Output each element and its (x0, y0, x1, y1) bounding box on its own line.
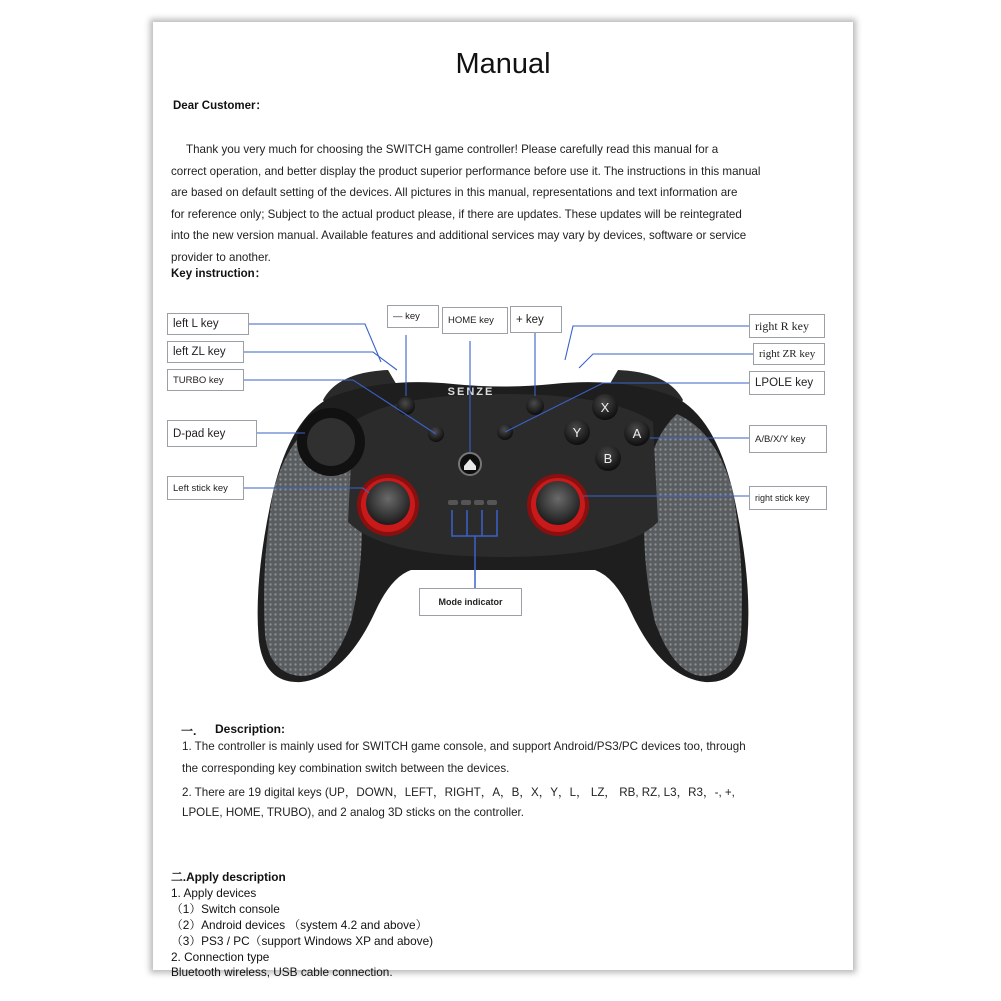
label-lpole-key: LPOLE key (749, 371, 825, 395)
apply-section (171, 870, 433, 981)
mode-led (474, 500, 484, 505)
label-abxy-key: A/B/X/Y key (749, 425, 827, 453)
apply-line: （3）PS3 / PC（support Windows XP and above) (171, 933, 434, 948)
apply-line: Bluetooth wireless, USB cable connection. (171, 965, 393, 980)
dpad (307, 418, 355, 466)
left-stick (366, 481, 410, 525)
intro-line: into the new version manual. Available features and additional services may vary by devices, software or service (171, 229, 747, 243)
intro-line: for reference only; Subject to the actual product please, if there are updates. These updates will be reintegrated (171, 207, 742, 221)
label-mode-indicator: Mode indicator (419, 588, 522, 616)
a-button-letter: A (632, 426, 642, 441)
manual-page (153, 22, 853, 980)
label-minus-key: — key (387, 305, 439, 328)
description-item-2: 2. There are 19 digital keys (UP，DOWN，LEFT，RIGHT，A，B，X，Y，L， LZ， RB, RZ, L3，R3，-, +, (182, 786, 735, 799)
label-left-l-key: left L key (167, 313, 249, 335)
description-heading: Description: (215, 722, 286, 736)
right-stick (536, 481, 580, 525)
apply-line: （1）Switch console (171, 901, 280, 916)
page-title: Manual (455, 48, 551, 80)
label-turbo-key: TURBO key (167, 369, 244, 391)
label-plus-key: + key (510, 306, 562, 333)
y-button-letter: Y (572, 425, 582, 440)
description-item-2-cont: LPOLE, HOME, TRUBO), and 2 analog 3D sticks on the controller. (182, 806, 524, 819)
x-button-letter: X (600, 400, 610, 415)
label-right-stick-key: right stick key (749, 486, 827, 510)
apply-line: 2. Connection type (171, 949, 270, 964)
greeting: Dear Customer： (173, 100, 267, 112)
description-item-1-cont: the corresponding key combination switch between the devices. (182, 762, 510, 775)
label-dpad-key: D-pad key (167, 420, 257, 447)
b-button-letter: B (603, 451, 613, 466)
apply-heading: 二.Apply description (171, 870, 286, 884)
label-home-key: HOME key (442, 307, 508, 334)
intro-line: provider to another. (171, 250, 271, 264)
mode-led (461, 500, 471, 505)
label-left-zl-key: left ZL key (167, 341, 244, 363)
label-right-r-key: right R key (749, 314, 825, 338)
apply-line: （2）Android devices （system 4.2 and above） (171, 917, 428, 932)
description-item-1: 1. The controller is mainly used for SWITCH game console, and support Android/PS3/PC devices too, through (182, 740, 746, 753)
intro-line: are based on default setting of the devices. All pictures in this manual, representations and text information are (171, 186, 738, 200)
intro-line: Thank you very much for choosing the SWITCH game controller! Please carefully read this manual for a (186, 143, 719, 156)
intro-line: correct operation, and better display the product superior performance before use it. The instructions in this manual (171, 164, 761, 178)
brand-logo: SENZE (447, 386, 495, 398)
controller-diagram (153, 22, 853, 970)
label-left-stick-key: Left stick key (167, 476, 244, 500)
label-right-zr-key: right ZR key (753, 343, 825, 365)
plus-button (526, 397, 544, 415)
mode-led (487, 500, 497, 505)
minus-button (397, 397, 415, 415)
mode-led (448, 500, 458, 505)
key-instruction-heading: Key instruction： (171, 268, 267, 280)
apply-line: 1. Apply devices (171, 885, 257, 900)
description-heading-prefix: 一. (181, 724, 197, 738)
